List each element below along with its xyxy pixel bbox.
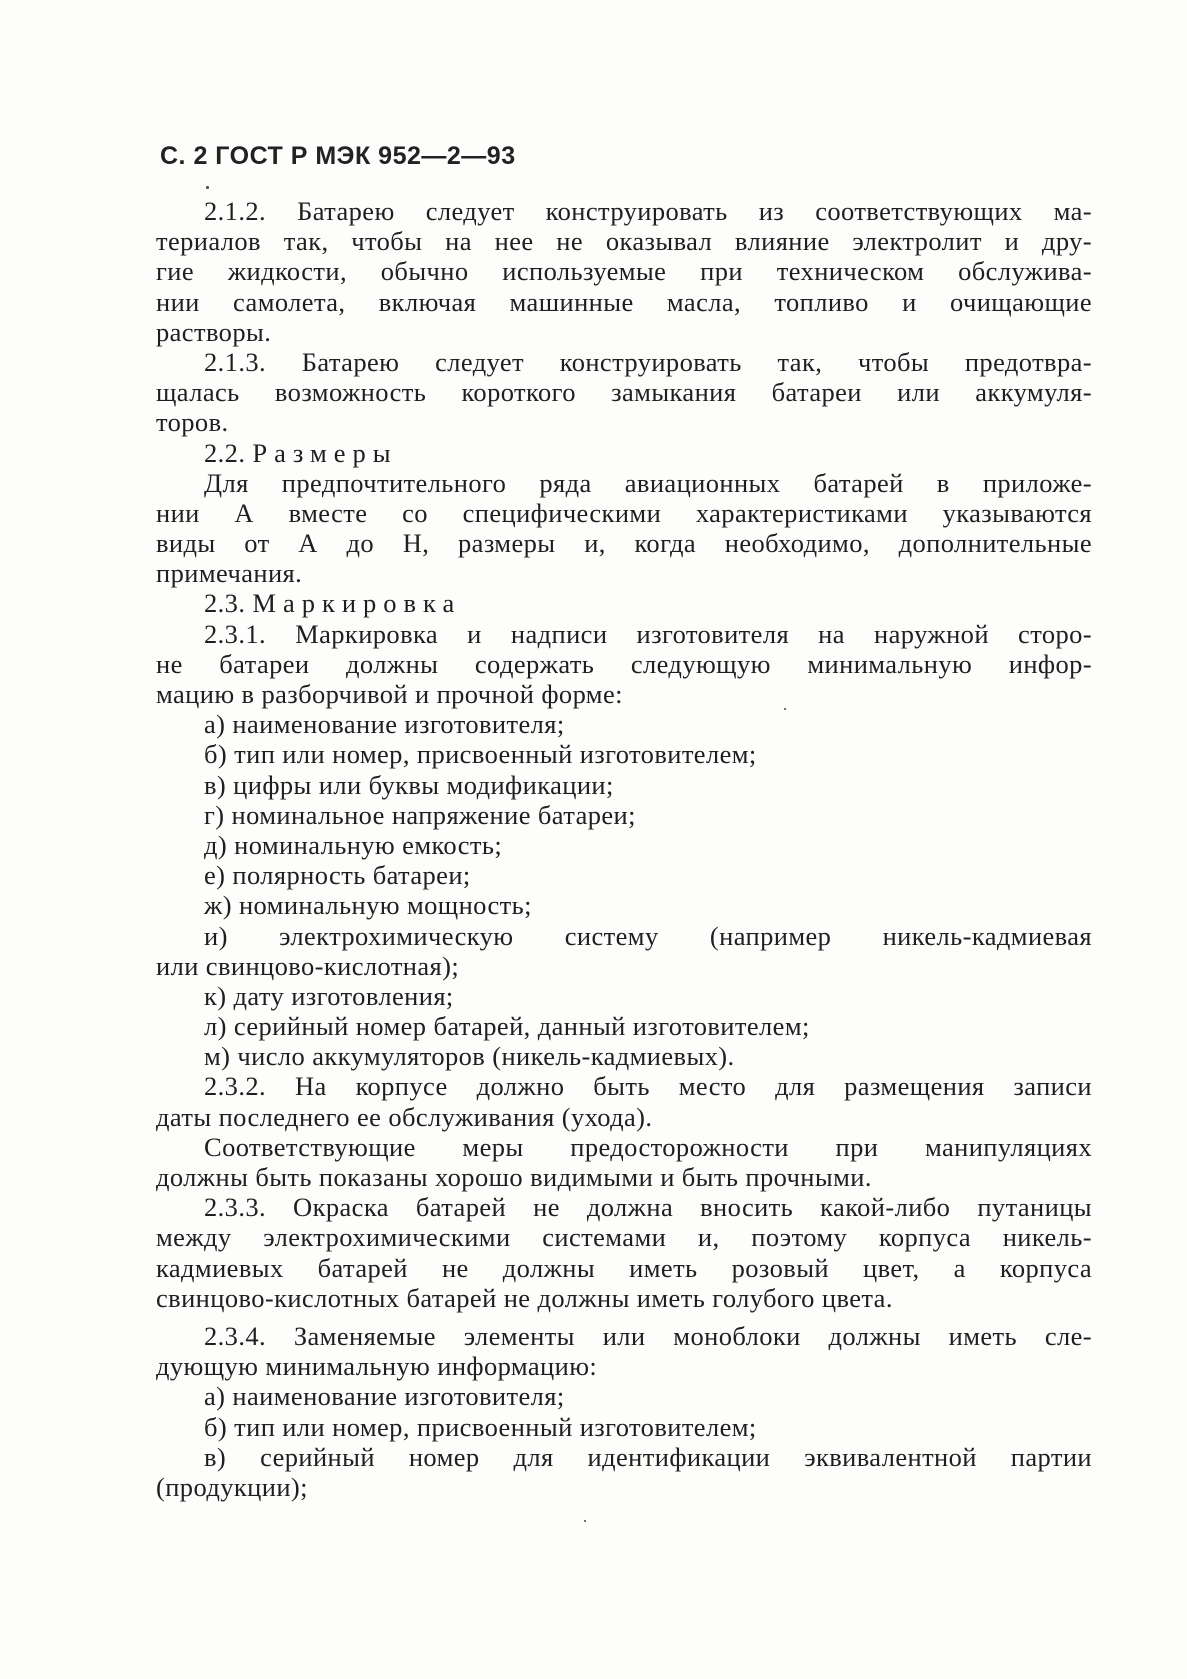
text-line: а) наименование изготовителя; [204,709,565,740]
text-line: 2.3.2. На корпусе должно быть место для размещения записи [204,1071,1092,1102]
text-line: д) номинальную емкость; [204,829,503,860]
text-line: в) серийный номер для идентификации эквивалентной партии [204,1441,1092,1472]
scan-speck [584,1520,586,1522]
text-line: свинцово-кислотных батарей не должны иметь голубого цвета. [156,1282,893,1313]
text-line: л) серийный номер батарей, данный изготовителем; [204,1011,810,1042]
text-line: торов. [156,407,229,438]
text-line: гие жидкости, обычно используемые при техническом обслужива- [156,256,1092,287]
section-heading: 2.3. Маркировка [204,588,462,619]
text-line: или свинцово-кислотная); [156,950,460,981]
text-line: 2.1.3. Батарею следует конструировать так, чтобы предотвра- [204,346,1092,377]
text-line: м) число аккумуляторов (никель-кадмиевых). [204,1041,735,1072]
text-line: в) цифры или буквы модификации; [204,769,614,800]
text-line: должны быть показаны хорошо видимыми и быть прочными. [156,1162,872,1192]
text-line: кадмиевых батарей не должны иметь розовый цвет, а корпуса [156,1252,1092,1283]
text-line: а) наименование изготовителя; [204,1381,565,1412]
text-line: Соответствующие меры предосторожности при манипуляциях [204,1131,1092,1162]
text-line: г) номинальное напряжение батареи; [204,799,636,830]
text-line: б) тип или номер, присвоенный изготовителем; [204,1411,757,1442]
text-line: ж) номинальную мощность; [204,890,532,921]
text-line: нии самолета, включая машинные масла, топливо и очищающие [156,286,1092,317]
text-line: щалась возможность короткого замыкания батареи или аккумуля- [156,377,1092,408]
text-line: 2.3.3. Окраска батарей не должна вносить какой-либо путаницы [204,1192,1092,1223]
text-line: растворы. [156,316,272,347]
text-line: между электрохимическими системами и, поэтому корпуса никель- [156,1222,1092,1253]
text-line: мацию в разборчивой и прочной форме: [156,679,623,709]
text-line: примечания. [156,558,303,589]
text-line: даты последнего ее обслуживания (ухода). [156,1101,653,1132]
page-header: С. 2 ГОСТ Р МЭК 952—2—93 [160,142,516,170]
text-line: и) электрохимическую систему (например никель-кадмиевая [204,920,1092,951]
text-line: териалов так, чтобы на нее не оказывал влияние электролит и дру- [156,226,1092,257]
text-line: б) тип или номер, присвоенный изготовителем; [204,739,757,770]
text-line: е) полярность батареи; [204,860,471,891]
scan-speck [206,186,209,189]
text-line: 2.3.1. Маркировка и надписи изготовителя на наружной сторо- [204,618,1092,649]
text-line: 2.3.4. Заменяемые элементы или моноблоки должны иметь сле- [204,1320,1092,1351]
text-line: к) дату изготовления; [204,980,454,1011]
section-heading: 2.2. Размеры [204,437,398,468]
text-line: (продукции); [156,1471,308,1502]
document-body [156,196,1092,1502]
text-line: 2.1.2. Батарею следует конструировать из соответствующих ма- [204,196,1092,226]
text-line: нии А вместе со специфическими характеристиками указываются [156,497,1092,528]
text-line: дующую минимальную информацию: [156,1351,598,1382]
text-line: виды от А до Н, размеры и, когда необходимо, дополнительные [156,528,1092,559]
text-line: не батареи должны содержать следующую минимальную инфор- [156,648,1092,679]
text-line: Для предпочтительного ряда авиационных батарей в приложе- [204,467,1092,498]
